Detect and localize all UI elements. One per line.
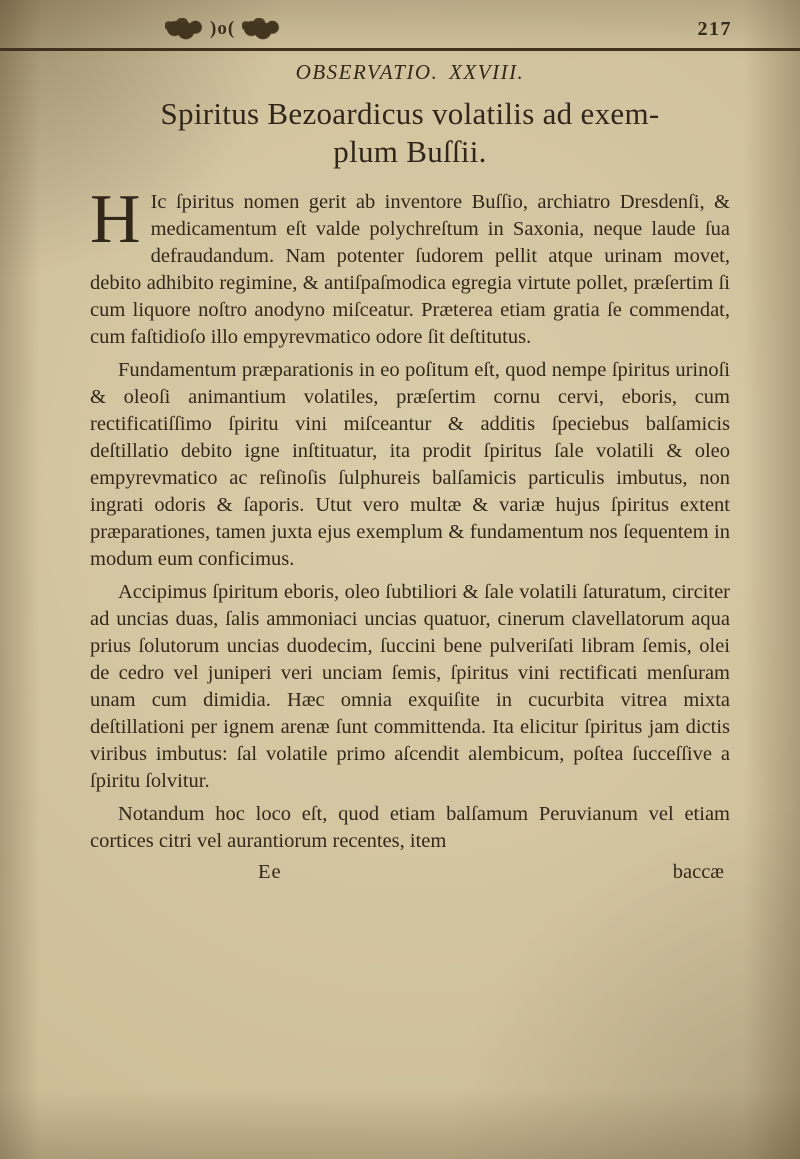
header-ornament — [165, 18, 280, 40]
paragraph-2: Fundamentum præparationis in eo poſitum eſt, quod nempe ſpiritus urinoſi & oleoſi animantium volatiles, præſertim cornu cervi, eboris, cum rectificatiſſimo ſpiritu vini miſceantur & additis ſpeciebus balſamicis deſtillatio debito igne inſtituatur, ita prodit ſpiritus ſale volatili & oleo empyrevmatico ac reſinoſis ſulphureis balſamicis particulis imbutus, non ingrati odoris & ſaporis. Utut vero multæ & variæ hujus ſpiritus extent præparationes, tamen juxta ejus exemplum & fundamentum nos ſequentem in modum eum conficimus. — [90, 358, 730, 570]
observation-heading: OBSERVATIO. XXVIII. — [295, 60, 525, 84]
catchword: baccæ — [672, 860, 724, 883]
paragraph-1 — [90, 180, 730, 351]
page-title — [90, 95, 730, 171]
page-number: 217 — [697, 18, 732, 40]
fleuron-icon — [242, 18, 280, 40]
ornament-text: )o( — [210, 18, 236, 39]
page-content — [90, 58, 730, 884]
paragraph-3: Accipimus ſpiritum eboris, oleo ſubtiliori & ſale volatili ſaturatum, circiter ad uncias duas, ſalis ammoniaci uncias quatuor, cinerum clavellatorum aqua prius ſolutorum uncias duodecim, ſuccini bene pulveriſati libram ſemis, olei de cedro vel juniperi veri unciam ſemis, ſpiritus vini rectificati menſuram unam cum dimidia. Hæc omnia exquiſite in cucurbita vitrea mixta deſtillationi per ignem arenæ ſunt committenda. Ita elicitur ſpiritus jam dictis viribus imbutus: ſal volatile primo aſcendit alembicum, poſtea ſucceſſive a ſpiritu ſolvitur. — [90, 580, 730, 792]
drop-cap: H — [90, 180, 141, 258]
paragraph-4: Notandum hoc loco eſt, quod etiam balſamum Peruvianum vel etiam cortices citri vel aurantiorum recentes, item — [90, 802, 730, 852]
page-footer — [90, 861, 730, 884]
title-line-2: plum Buſſii. — [333, 133, 487, 169]
title-line-1: Spiritus Bezoardicus volatilis ad exem- — [160, 96, 660, 131]
fleuron-icon — [165, 18, 203, 40]
body-text — [90, 180, 730, 855]
page-header — [0, 16, 800, 44]
paragraph-1-text: Ic ſpiritus nomen gerit ab inventore Buſſio, archiatro Dresdenſi, & medicamentum eſt valde polychreſtum in Saxonia, neque laude ſua defraudandum. Nam potenter ſudorem pellit atque urinam movet, debito adhibito regimine, & antiſpaſmodica egregia virtute pollet, præſertim ſi cum liquore noſtro anodyno miſceatur. Præterea etiam gratia ſe commendat, cum faſtidioſo illo empyrevmatico odore ſit deſtitutus. — [90, 190, 730, 348]
header-rule — [0, 48, 800, 51]
signature-mark: Ee — [258, 860, 282, 883]
